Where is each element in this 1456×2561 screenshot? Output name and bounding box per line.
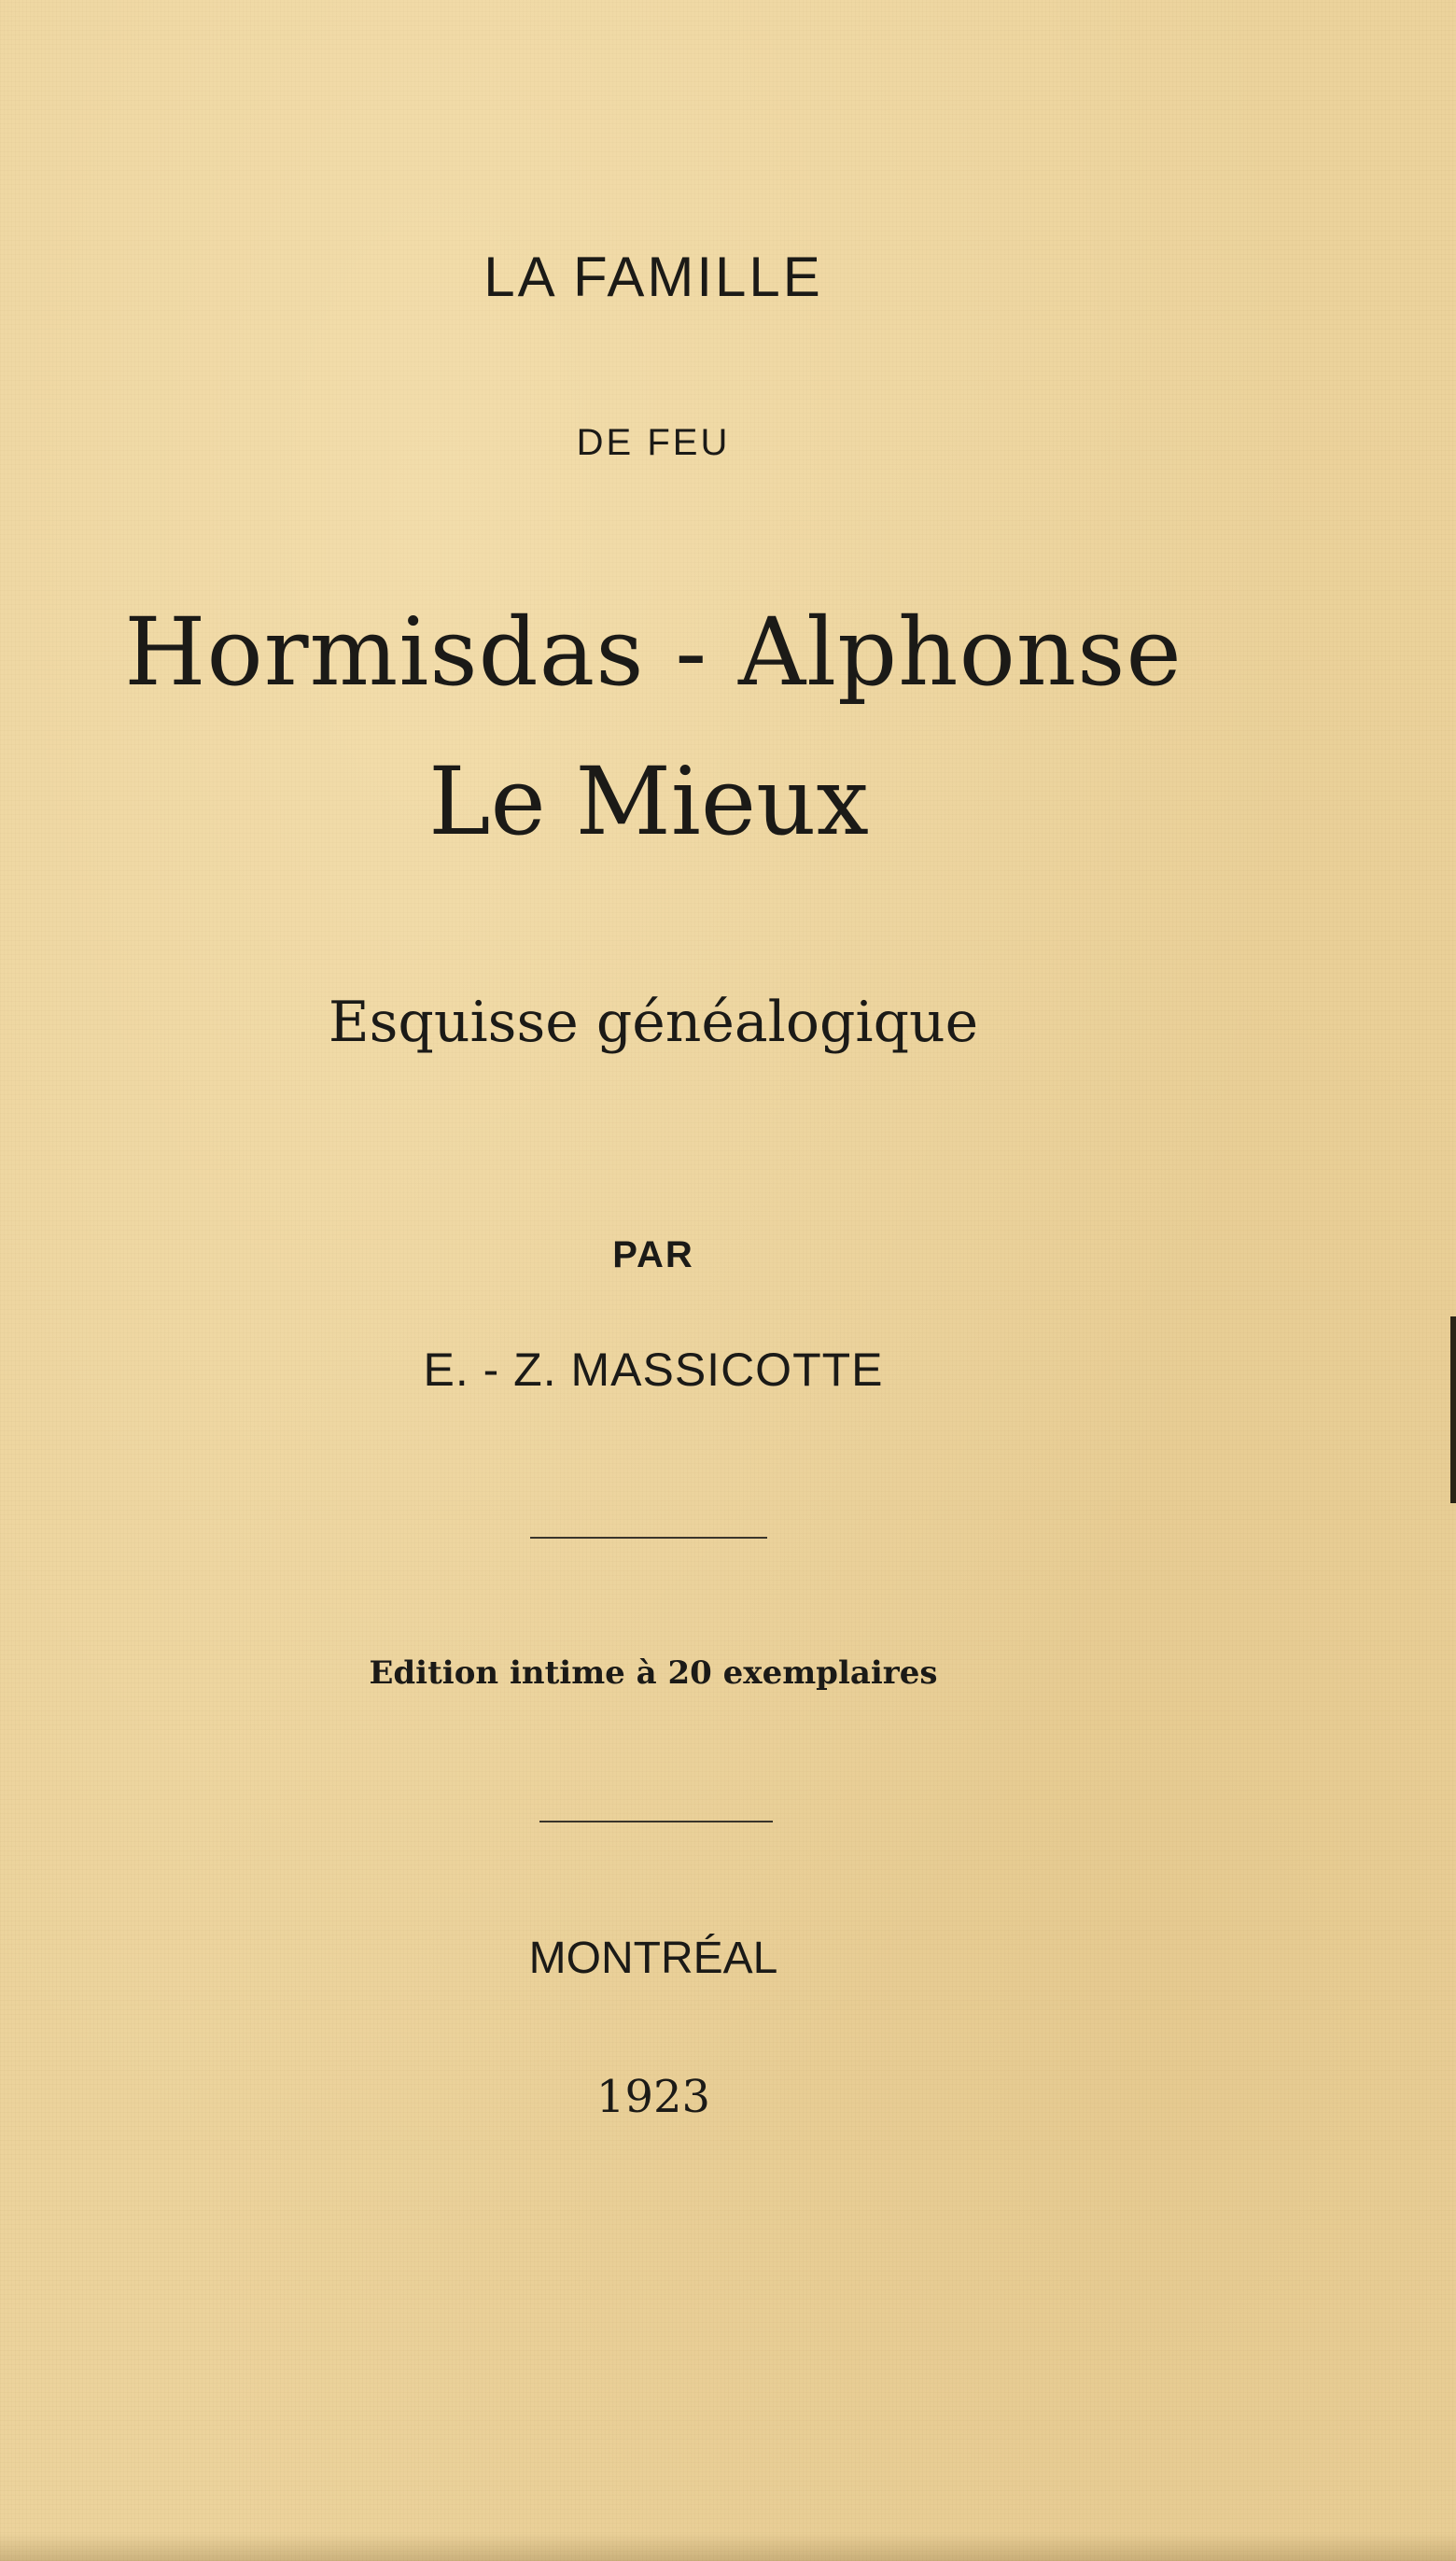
name-second-line: Le Mieux bbox=[428, 747, 869, 856]
name-first-line: Hormisdas - Alphonse bbox=[124, 598, 1183, 707]
divider-top bbox=[530, 1537, 767, 1539]
page-bottom-shadow bbox=[0, 2533, 1456, 2561]
heading-de-feu: DE FEU bbox=[576, 422, 731, 463]
author-name: E. - Z. MASSICOTTE bbox=[423, 1344, 884, 1396]
edition-note: Edition intime à 20 exemplaires bbox=[369, 1654, 938, 1692]
subtitle: Esquisse généalogique bbox=[328, 990, 979, 1055]
heading-la-famille: LA FAMILLE bbox=[483, 246, 823, 308]
publication-year: 1923 bbox=[595, 2071, 711, 2123]
page-edge-shadow bbox=[1450, 1316, 1456, 1503]
divider-bottom bbox=[539, 1821, 773, 1822]
publication-place: MONTRÉAL bbox=[528, 1934, 778, 1983]
by-label: PAR bbox=[612, 1234, 694, 1275]
